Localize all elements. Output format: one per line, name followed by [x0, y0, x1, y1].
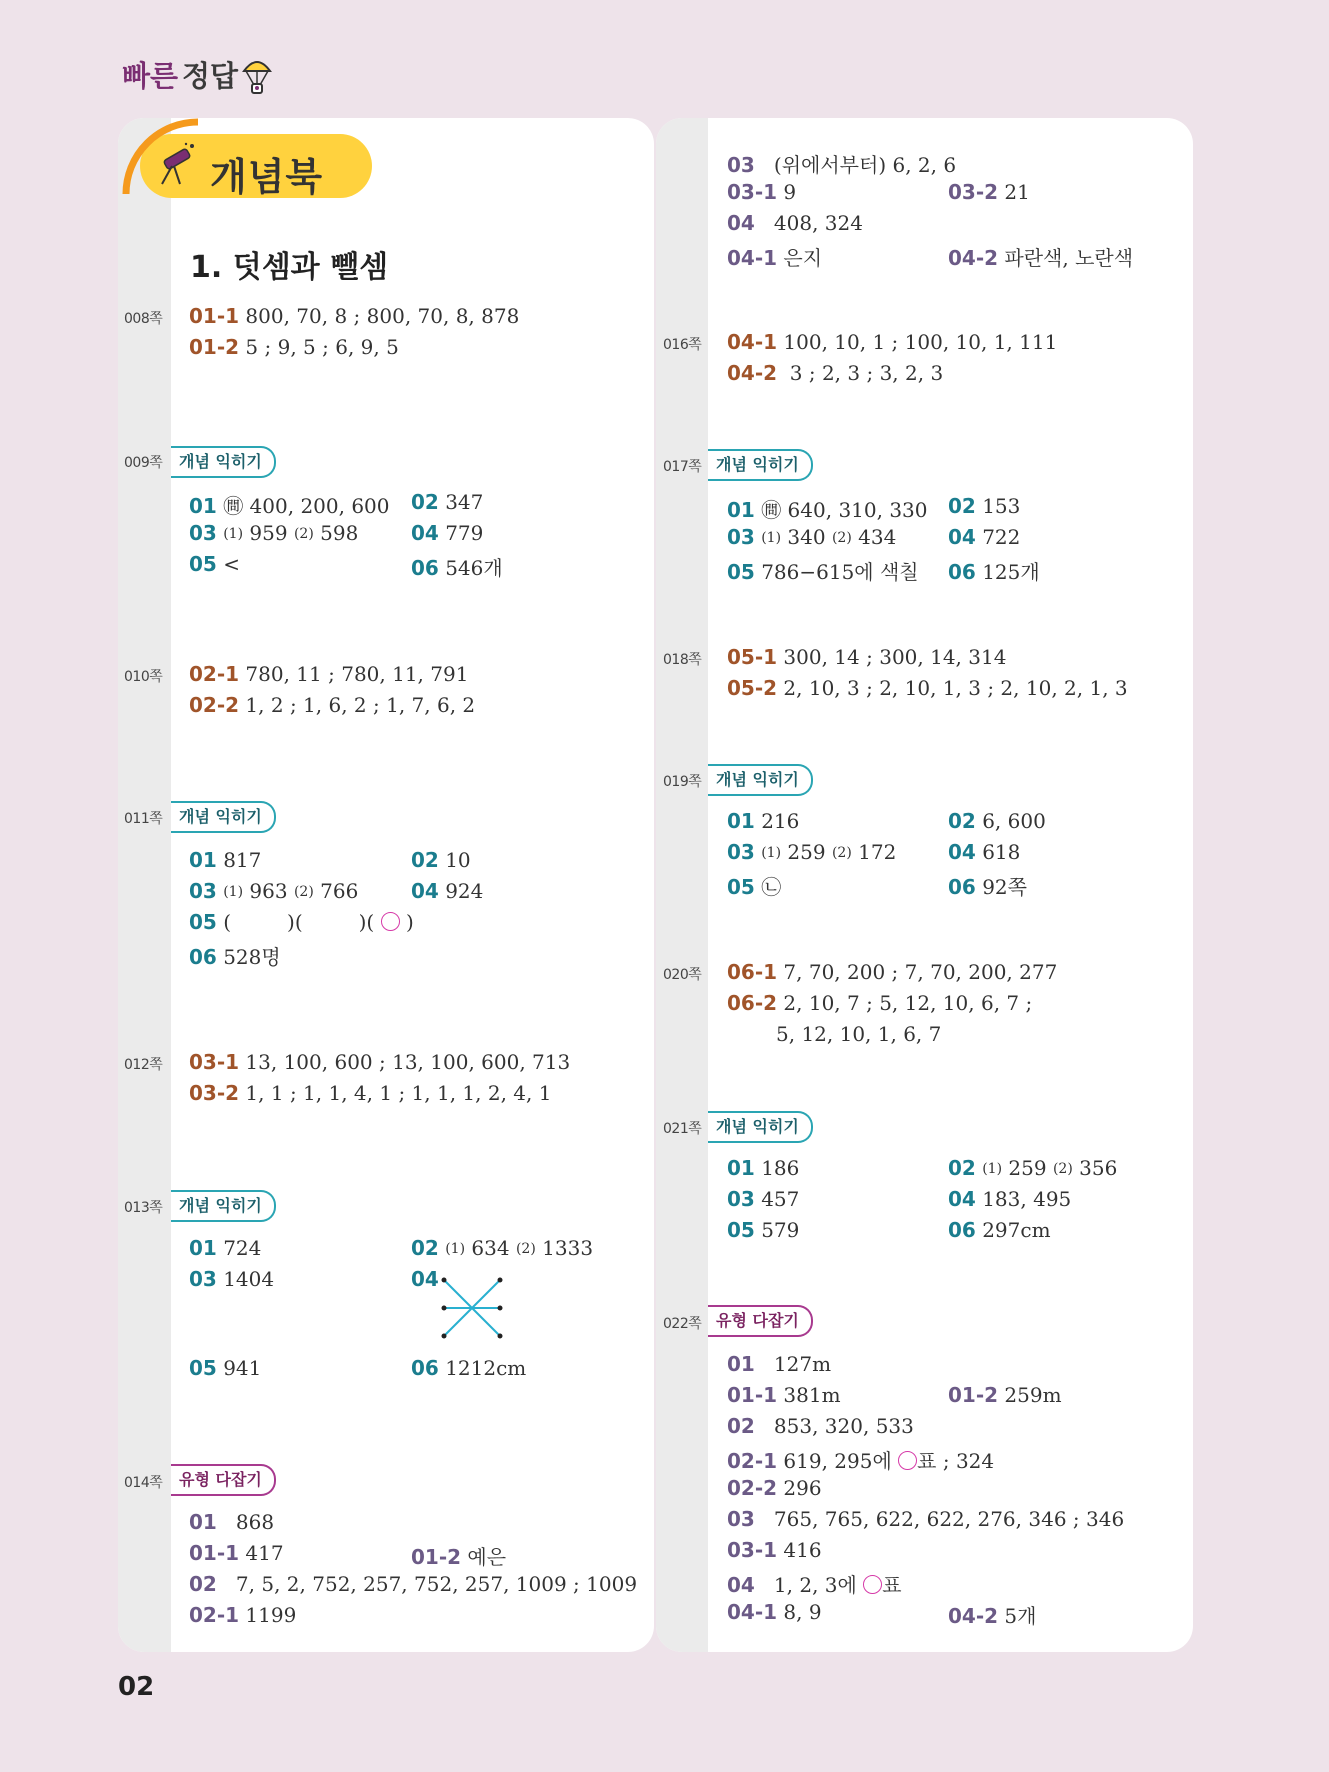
- answer-text: ㉄ 400, 200, 600: [223, 494, 390, 518]
- page-label: 010쪽: [124, 669, 163, 685]
- answer-text: 765, 765, 622, 622, 276, 346 ; 346: [773, 1507, 1125, 1531]
- section-title: 1. 덧셈과 뺄셈: [190, 250, 389, 285]
- answer-text: 5 ; 9, 5 ; 6, 9, 5: [245, 335, 399, 359]
- question-number: 03: [727, 153, 755, 177]
- concept-pill: 개념 익히기: [171, 801, 276, 833]
- answer-row: [727, 871, 781, 900]
- answer-text: ㉡: [761, 875, 782, 899]
- answer-text: 216: [761, 809, 800, 833]
- answer-text: 963: [249, 879, 288, 903]
- answer-text: 356: [1079, 1156, 1118, 1180]
- answer-row: [189, 941, 281, 970]
- question-number: 02: [411, 490, 439, 514]
- answer-row: [727, 242, 822, 271]
- concept-pill: 개념 익히기: [708, 1111, 813, 1143]
- question-number: 01-2: [189, 335, 240, 359]
- answer-row: [727, 180, 796, 204]
- answer-text: 417: [245, 1541, 284, 1565]
- answer-row: [189, 848, 261, 872]
- answer-row: [727, 556, 919, 585]
- sub-label: (2): [831, 530, 852, 546]
- page-label: 013쪽: [124, 1200, 163, 1216]
- answer-row: [948, 1383, 1062, 1407]
- answer-row: [727, 525, 896, 549]
- answer-text: 153: [982, 494, 1021, 518]
- answer-row: [948, 1156, 1117, 1180]
- answer-row: [727, 1569, 902, 1598]
- question-number: 01-1: [727, 1383, 778, 1407]
- answer-text: 표: [882, 1573, 902, 1597]
- question-number: 04-2: [948, 1604, 999, 1628]
- answer-text: 619, 295에: [783, 1449, 892, 1473]
- question-number: 03: [189, 1267, 217, 1291]
- sub-label: (2): [293, 526, 314, 542]
- question-number: 04: [411, 521, 439, 545]
- answer-text: 5, 12, 10, 1, 6, 7: [776, 1022, 942, 1046]
- answer-row: [189, 662, 468, 686]
- answer-text: 528명: [223, 945, 281, 969]
- answer-row: [727, 840, 896, 864]
- question-number: 03-2: [189, 1081, 240, 1105]
- answer-text: <: [223, 552, 240, 576]
- answer-text: 21: [1004, 180, 1030, 204]
- answer-text: 은지: [783, 246, 823, 270]
- answer-text: (위에서부터) 6, 2, 6: [773, 153, 957, 177]
- answer-text: 546개: [445, 556, 503, 580]
- answer-text: 868: [235, 1510, 275, 1534]
- answer-row: [727, 330, 1057, 354]
- answer-row: [727, 676, 1128, 700]
- question-number: 03-1: [727, 180, 778, 204]
- answer-text: 6, 600: [982, 809, 1046, 833]
- question-number: 03: [727, 525, 755, 549]
- circle-mark: [381, 912, 400, 931]
- question-number: 01-1: [189, 1541, 240, 1565]
- question-number: 06: [948, 875, 976, 899]
- question-number: 01: [189, 848, 217, 872]
- answer-text: 1212cm: [445, 1356, 527, 1380]
- header-part2: 정답: [182, 59, 239, 93]
- answer-row: [727, 809, 799, 833]
- answer-text: 959: [249, 521, 288, 545]
- question-number: 01: [727, 1352, 755, 1376]
- sub-label: (1): [761, 530, 782, 546]
- question-number: 02: [727, 1414, 755, 1438]
- answer-text: 259: [787, 840, 826, 864]
- question-number: 02-2: [727, 1476, 778, 1500]
- answer-row: [727, 1600, 822, 1624]
- answer-text: 416: [783, 1538, 822, 1562]
- question-number: 06: [411, 1356, 439, 1380]
- answer-row: [411, 521, 483, 545]
- answer-row: [411, 552, 503, 581]
- answer-row: [411, 879, 483, 903]
- answer-row: [948, 242, 1133, 271]
- type-pill: 유형 다잡기: [171, 1464, 276, 1496]
- question-number: 04: [411, 879, 439, 903]
- question-number: 03-2: [948, 180, 999, 204]
- question-number: 02-1: [189, 662, 240, 686]
- question-number: 01: [727, 498, 755, 522]
- question-number: 04: [411, 1267, 439, 1291]
- answer-row: [189, 335, 399, 359]
- question-number: 02-2: [189, 693, 240, 717]
- sub-label: (2): [293, 884, 314, 900]
- answer-text: 1333: [542, 1236, 594, 1260]
- question-number: 02: [411, 1236, 439, 1260]
- answer-text: 183, 495: [982, 1187, 1072, 1211]
- header-part1: 빠른: [122, 59, 179, 93]
- answer-row: [727, 1414, 914, 1438]
- answer-text: 1, 1 ; 1, 1, 4, 1 ; 1, 1, 1, 2, 4, 1: [245, 1081, 552, 1105]
- question-number: 06: [189, 945, 217, 969]
- question-number: 02: [948, 809, 976, 833]
- question-number: 04: [948, 1187, 976, 1211]
- question-number: 02: [948, 1156, 976, 1180]
- question-number: 02-1: [189, 1603, 240, 1627]
- answer-row: [948, 180, 1030, 204]
- question-number: 03: [727, 840, 755, 864]
- answer-text: 780, 11 ; 780, 11, 791: [245, 662, 469, 686]
- sub-label: (2): [515, 1241, 536, 1257]
- question-number: 06: [948, 1218, 976, 1242]
- answer-row: [727, 960, 1057, 984]
- answer-text: 92쪽: [982, 875, 1027, 899]
- answer-row: [189, 1356, 261, 1380]
- answer-text: 100, 10, 1 ; 100, 10, 1, 111: [783, 330, 1058, 354]
- answer-text: 941: [223, 1356, 262, 1380]
- answer-text: 127m: [773, 1352, 832, 1376]
- question-number: 04-1: [727, 1600, 778, 1624]
- answer-text: 예은: [467, 1545, 507, 1569]
- answer-row: [948, 1600, 1036, 1629]
- question-number: 06: [948, 560, 976, 584]
- page-strip: [118, 118, 171, 1652]
- question-number: 03-1: [727, 1538, 778, 1562]
- answer-row: [411, 1236, 593, 1260]
- answer-row: [727, 1383, 841, 1407]
- page-label: 012쪽: [124, 1057, 163, 1073]
- answer-text: 457: [761, 1187, 800, 1211]
- answer-row: [727, 1156, 799, 1180]
- question-number: 03: [189, 879, 217, 903]
- page-header: [122, 54, 272, 95]
- page-label: 022쪽: [663, 1316, 702, 1332]
- answer-row: [727, 1187, 799, 1211]
- banner-title: 개념북: [210, 155, 324, 199]
- question-number: 04-1: [727, 246, 778, 270]
- answer-text: 296: [783, 1476, 822, 1500]
- question-number: 04: [727, 1573, 755, 1597]
- answer-row: [189, 1236, 261, 1260]
- sub-label: (1): [761, 845, 782, 861]
- answer-text: 408, 324: [773, 211, 863, 235]
- question-number: 03: [727, 1187, 755, 1211]
- question-number: 05-1: [727, 645, 778, 669]
- answer-row: [948, 871, 1027, 900]
- answer-row: [727, 494, 928, 523]
- question-number: 02-1: [727, 1449, 778, 1473]
- parachute-icon: [242, 55, 272, 95]
- answer-text: 10: [445, 848, 471, 872]
- question-number: 04: [948, 840, 976, 864]
- question-number: 05: [189, 910, 217, 934]
- answer-text: 1, 2, 3에: [773, 1573, 857, 1597]
- answer-text: 300, 14 ; 300, 14, 314: [783, 645, 1007, 669]
- answer-text: 3 ; 2, 3 ; 3, 2, 3: [789, 361, 944, 385]
- matching-diagram: [438, 1272, 506, 1344]
- page-label: 011쪽: [124, 811, 163, 827]
- question-number: 01: [189, 1510, 217, 1534]
- concept-pill: 개념 익히기: [708, 449, 813, 481]
- answer-text: 579: [761, 1218, 800, 1242]
- question-number: 01: [727, 809, 755, 833]
- answer-text: 766: [320, 879, 359, 903]
- answer-text: 9: [783, 180, 797, 204]
- answer-text: 2, 10, 7 ; 5, 12, 10, 6, 7 ;: [783, 991, 1033, 1015]
- concept-pill: 개념 익히기: [171, 446, 276, 478]
- bracket: )(: [358, 910, 375, 934]
- answer-row: [727, 1507, 1124, 1531]
- answer-text: 598: [320, 521, 359, 545]
- answer-text: 1199: [245, 1603, 297, 1627]
- answer-row: [948, 525, 1020, 549]
- answer-row: [189, 490, 390, 519]
- sub-label: (2): [831, 845, 852, 861]
- sub-label: (1): [223, 526, 244, 542]
- page-label: 021쪽: [663, 1121, 702, 1137]
- answer-row: [189, 304, 519, 328]
- answer-text: 817: [223, 848, 262, 872]
- question-number: 06: [411, 556, 439, 580]
- question-number: 01-2: [411, 1545, 462, 1569]
- page-label: 014쪽: [124, 1475, 163, 1491]
- answer-row: [948, 494, 1020, 518]
- sub-label: (1): [223, 884, 244, 900]
- question-number: 04: [948, 525, 976, 549]
- answer-row: [948, 1187, 1071, 1211]
- question-number: 01: [189, 1236, 217, 1260]
- answer-text: 347: [445, 490, 484, 514]
- answer-row: [948, 840, 1020, 864]
- page-label: 008쪽: [124, 311, 163, 327]
- answer-text: 618: [982, 840, 1021, 864]
- answer-text: 7, 5, 2, 752, 257, 752, 257, 1009 ; 1009: [235, 1572, 638, 1596]
- question-number: 05: [189, 552, 217, 576]
- answer-row: [189, 879, 358, 903]
- answer-text: 표 ; 324: [917, 1449, 995, 1473]
- question-number: 02: [189, 1572, 217, 1596]
- answer-text: 1, 2 ; 1, 6, 2 ; 1, 7, 6, 2: [245, 693, 476, 717]
- answer-row: [727, 991, 1032, 1015]
- answer-text: 125개: [982, 560, 1040, 584]
- question-number: 03-1: [189, 1050, 240, 1074]
- answer-row: [411, 490, 483, 514]
- answer-text: 434: [858, 525, 897, 549]
- circle-mark: [863, 1575, 882, 1594]
- answer-text: 634: [471, 1236, 510, 1260]
- answer-row: [189, 910, 414, 934]
- answer-row: [727, 361, 943, 385]
- answer-row: [727, 645, 1006, 669]
- answer-row: [189, 1050, 570, 1074]
- answer-text: 800, 70, 8 ; 800, 70, 8, 878: [245, 304, 520, 328]
- answer-text: 파란색, 노란색: [1004, 246, 1134, 270]
- question-number: 05: [727, 875, 755, 899]
- telescope-icon: [150, 140, 200, 190]
- answer-text: 340: [787, 525, 826, 549]
- answer-row: [948, 1218, 1051, 1242]
- answer-text: 259: [1008, 1156, 1047, 1180]
- answer-text: 779: [445, 521, 484, 545]
- question-number: 06-1: [727, 960, 778, 984]
- answer-text: 2, 10, 3 ; 2, 10, 1, 3 ; 2, 10, 2, 1, 3: [783, 676, 1128, 700]
- answer-row: [411, 1356, 526, 1380]
- answer-row: [776, 1022, 941, 1046]
- answer-text: 786−615에 색칠: [761, 560, 919, 584]
- type-pill: 유형 다잡기: [708, 1305, 813, 1337]
- answer-row: [189, 1541, 284, 1565]
- page-label: 018쪽: [663, 652, 702, 668]
- bracket: )(: [287, 910, 303, 934]
- question-number: 04-1: [727, 330, 778, 354]
- answer-row: [189, 693, 475, 717]
- answer-row: [727, 211, 863, 235]
- page-label: 020쪽: [663, 967, 702, 983]
- question-number: 04-2: [948, 246, 999, 270]
- answer-row: [727, 1538, 822, 1562]
- answer-row: [189, 1510, 274, 1534]
- answer-text: 853, 320, 533: [773, 1414, 914, 1438]
- concept-pill: 개념 익히기: [171, 1190, 276, 1222]
- answer-row: [727, 1218, 799, 1242]
- answer-row: [189, 521, 358, 545]
- page-label: 019쪽: [663, 774, 702, 790]
- question-number: 04: [727, 211, 755, 235]
- answer-row: [948, 556, 1040, 585]
- sub-label: (1): [445, 1241, 466, 1257]
- answer-row: [411, 848, 471, 872]
- question-number: 02: [411, 848, 439, 872]
- answer-row: [727, 1352, 831, 1376]
- answer-row: [189, 552, 240, 576]
- answer-row: [411, 1267, 439, 1291]
- answer-text: 186: [761, 1156, 800, 1180]
- answer-text: 1404: [223, 1267, 275, 1291]
- answer-row: [948, 809, 1046, 833]
- question-number: 06-2: [727, 991, 778, 1015]
- question-number: 01-1: [189, 304, 240, 328]
- answer-row: [189, 1267, 274, 1291]
- answer-text: 7, 70, 200 ; 7, 70, 200, 277: [783, 960, 1058, 984]
- sub-label: (1): [982, 1161, 1003, 1177]
- answer-row: [411, 1541, 506, 1570]
- question-number: 01: [189, 494, 217, 518]
- answer-row: [189, 1081, 551, 1105]
- sub-label: (2): [1052, 1161, 1073, 1177]
- question-number: 05-2: [727, 676, 778, 700]
- question-number: 05: [727, 1218, 755, 1242]
- answer-text: 297cm: [982, 1218, 1051, 1242]
- answer-row: [189, 1603, 296, 1627]
- question-number: 05: [189, 1356, 217, 1380]
- answer-row: [727, 149, 956, 178]
- concept-pill: 개념 익히기: [708, 764, 813, 796]
- answer-text: 722: [982, 525, 1021, 549]
- answer-row: [727, 1476, 822, 1500]
- page-label: 017쪽: [663, 459, 702, 475]
- page-label: 009쪽: [124, 455, 163, 471]
- circle-mark: [898, 1451, 917, 1470]
- answer-text: 724: [223, 1236, 262, 1260]
- bracket: (: [223, 910, 232, 934]
- answer-text: 924: [445, 879, 484, 903]
- answer-text: 381m: [783, 1383, 841, 1407]
- answer-text: 172: [858, 840, 897, 864]
- answer-row: [727, 1445, 994, 1474]
- question-number: 03: [727, 1507, 755, 1531]
- answer-row: [189, 1572, 637, 1596]
- answer-text: ㉄ 640, 310, 330: [761, 498, 928, 522]
- question-number: 01: [727, 1156, 755, 1180]
- answer-text: 259m: [1004, 1383, 1062, 1407]
- question-number: 03: [189, 521, 217, 545]
- page-label: 016쪽: [663, 337, 702, 353]
- answer-text: 13, 100, 600 ; 13, 100, 600, 713: [245, 1050, 571, 1074]
- answer-text: 5개: [1004, 1604, 1037, 1628]
- answer-text: 8, 9: [783, 1600, 822, 1624]
- question-number: 01-2: [948, 1383, 999, 1407]
- question-number: 05: [727, 560, 755, 584]
- question-number: 02: [948, 494, 976, 518]
- question-number: 04-2: [727, 361, 778, 385]
- page-number: 02: [118, 1672, 155, 1702]
- bracket: ): [405, 910, 414, 934]
